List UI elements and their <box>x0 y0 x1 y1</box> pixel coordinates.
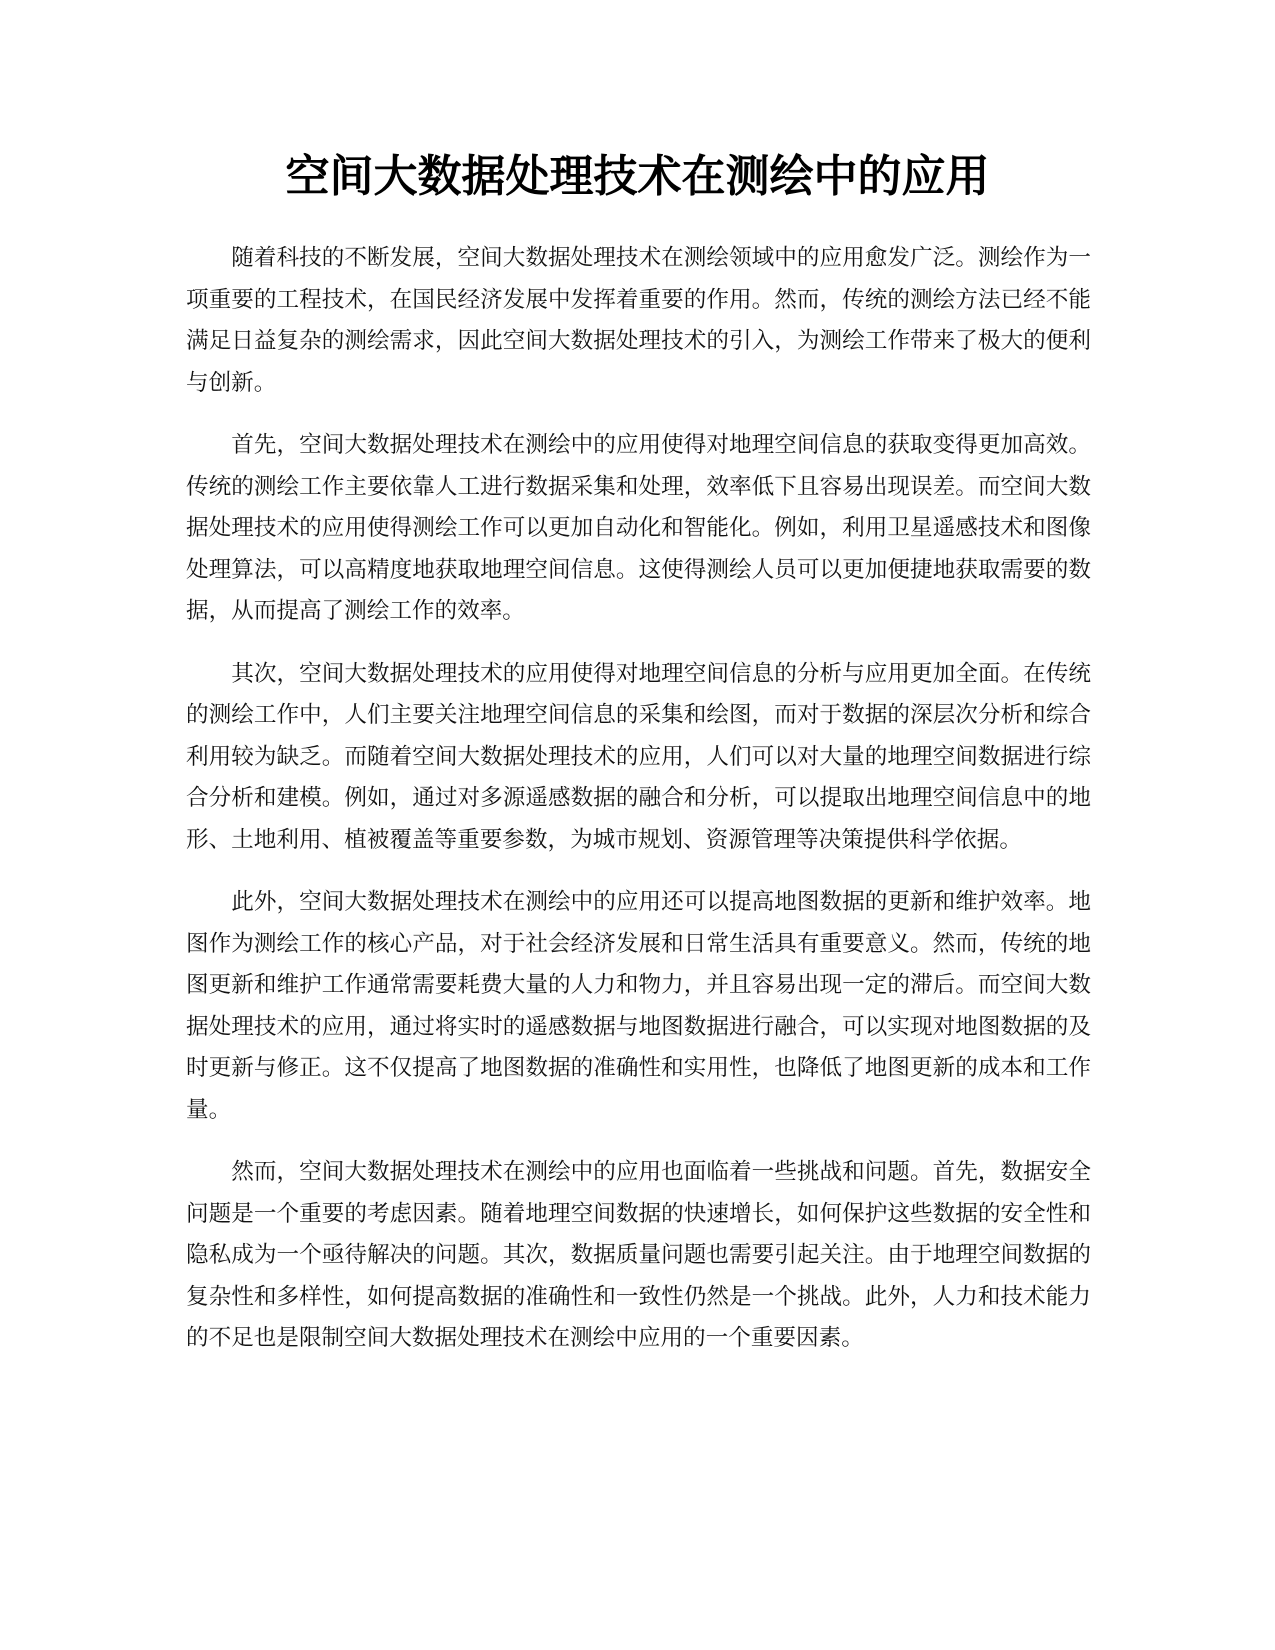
paragraph-4: 此外，空间大数据处理技术在测绘中的应用还可以提高地图数据的更新和维护效率。地图作为测绘工作的核心产品，对于社会经济发展和日常生活具有重要意义。然而，传统的地图更新和维护工作通常需要耗费大量的人力和物力，并且容易出现一定的滞后。而空间大数据处理技术的应用，通过将实时的遥感数据与地图数据进行融合，可以实现对地图数据的及时更新与修正。这不仅提高了地图数据的准确性和实用性，也降低了地图更新的成本和工作量。 <box>186 889 1091 1123</box>
paragraph-5: 然而，空间大数据处理技术在测绘中的应用也面临着一些挑战和问题。首先，数据安全问题是一个重要的考虑因素。随着地理空间数据的快速增长，如何保护这些数据的安全性和隐私成为一个亟待解决的问题。其次，数据质量问题也需要引起关注。由于地理空间数据的复杂性和多样性，如何提高数据的准确性和一致性仍然是一个挑战。此外，人力和技术能力的不足也是限制空间大数据处理技术在测绘中应用的一个重要因素。 <box>186 1159 1091 1351</box>
paragraph-1: 随着科技的不断发展，空间大数据处理技术在测绘领域中的应用愈发广泛。测绘作为一项重要的工程技术，在国民经济发展中发挥着重要的作用。然而，传统的测绘方法已经不能满足日益复杂的测绘需求，因此空间大数据处理技术的引入，为测绘工作带来了极大的便利与创新。 <box>186 245 1091 396</box>
document-body <box>186 238 1091 1381</box>
document-title: 空间大数据处理技术在测绘中的应用 <box>285 151 990 202</box>
paragraph-2: 首先，空间大数据处理技术在测绘中的应用使得对地理空间信息的获取变得更加高效。传统的测绘工作主要依靠人工进行数据采集和处理，效率低下且容易出现误差。而空间大数据处理技术的应用使得测绘工作可以更加自动化和智能化。例如，利用卫星遥感技术和图像处理算法，可以高精度地获取地理空间信息。这使得测绘人员可以更加便捷地获取需要的数据，从而提高了测绘工作的效率。 <box>186 432 1091 624</box>
paragraph-3: 其次，空间大数据处理技术的应用使得对地理空间信息的分析与应用更加全面。在传统的测绘工作中，人们主要关注地理空间信息的采集和绘图，而对于数据的深层次分析和综合利用较为缺乏。而随着空间大数据处理技术的应用，人们可以对大量的地理空间数据进行综合分析和建模。例如，通过对多源遥感数据的融合和分析，可以提取出地理空间信息中的地形、土地利用、植被覆盖等重要参数，为城市规划、资源管理等决策提供科学依据。 <box>186 660 1091 853</box>
